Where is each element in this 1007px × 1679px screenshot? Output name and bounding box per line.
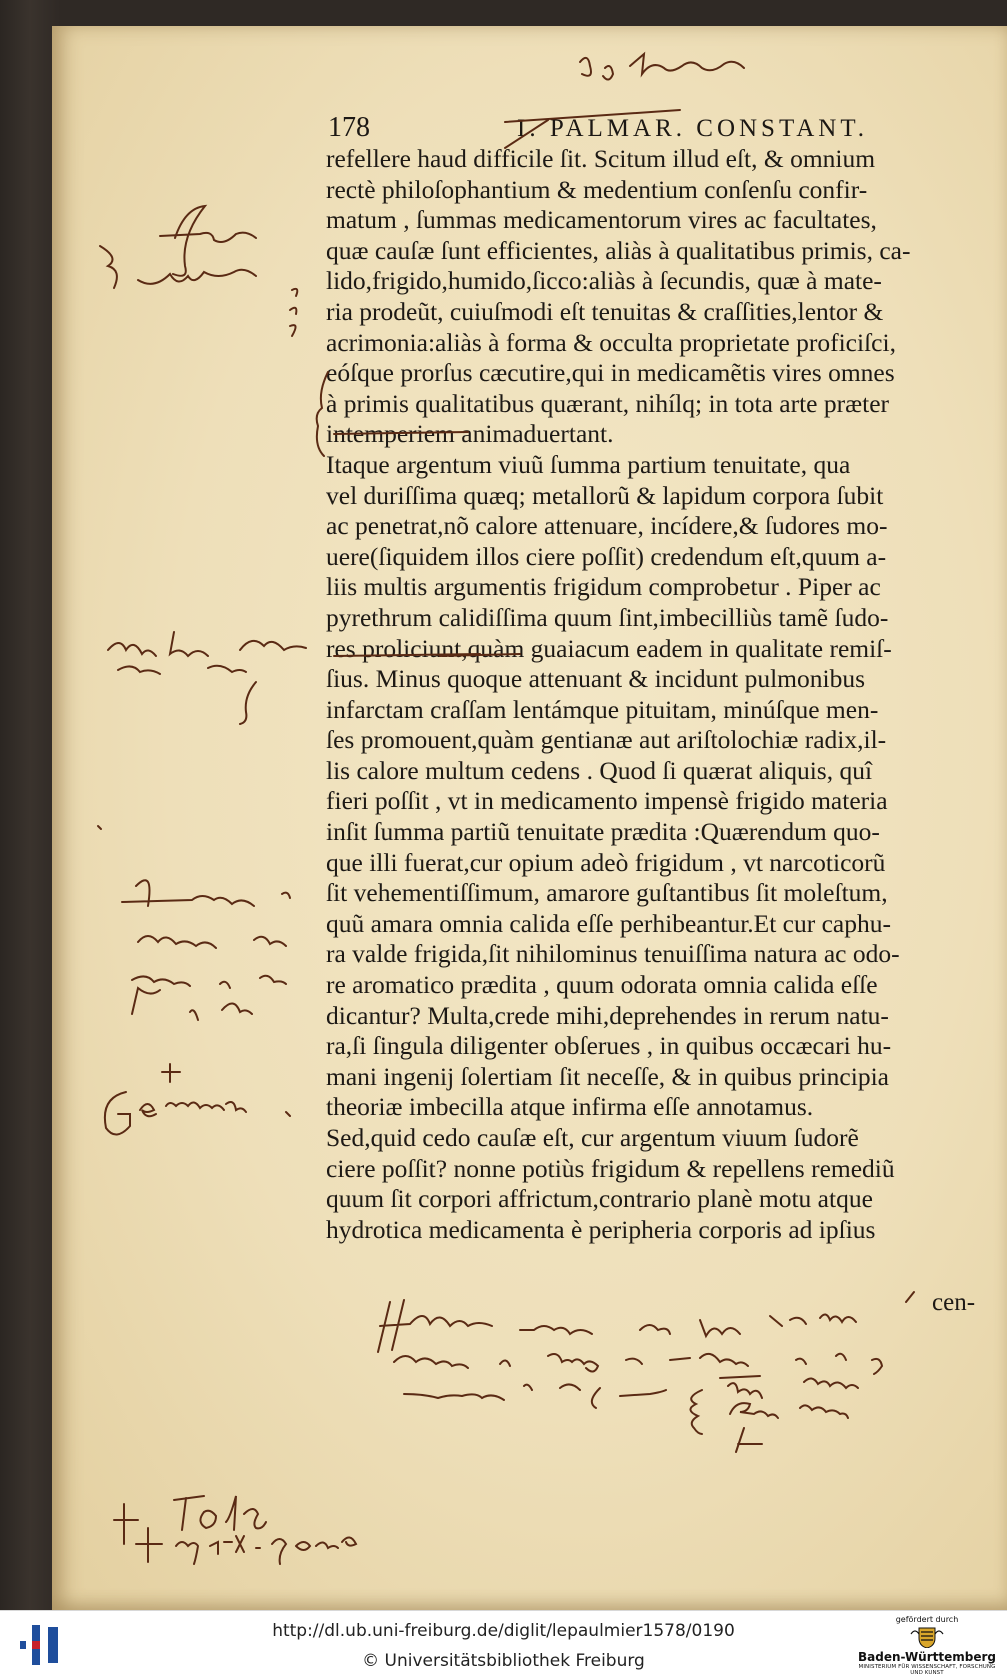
page-number: 178 [328, 112, 370, 143]
bottom-note-brace [690, 1390, 702, 1434]
margin-note-4 [138, 936, 286, 948]
margin-note-5 [132, 976, 286, 1020]
text-line: quum ſit corpori affrictum,contrario planè motu atque [326, 1184, 873, 1214]
top-annotation-slash [505, 120, 548, 148]
text-line: res proliciunt,quàm guaiacum eadem in qualitate remiſ- [326, 633, 892, 663]
margin-note-2 [108, 632, 306, 724]
text-line: ſius. Minus quoque attenuant & incidunt pulmonibus [326, 664, 866, 694]
margin-note-plus [162, 1064, 180, 1082]
bottom-note-right [720, 1376, 858, 1452]
text-line: que illi fuerat,cur opium adeò frigidum , vt narcoticorũ [326, 847, 886, 877]
text-line: Itaque argentum viuũ ſumma partium tenuitate, qua [326, 449, 851, 479]
text-line: ciere poſſit? nonne potiùs frigidum & repellens remediũ [326, 1153, 895, 1183]
logo-block-left [20, 1641, 26, 1649]
text-line: matum , ſummas medicamentorum vires ac facultates, [326, 205, 877, 235]
text-line: re aromatico prædita , quum odorata omnia calida eſſe [326, 970, 878, 1000]
margin-bracket [317, 372, 328, 456]
text-line: vel duriſſima quæq; metallorũ & lapidum corpora ſubit [326, 480, 884, 510]
text-line: inſit ſumma partiũ tenuitate prædita :Quærendum quo- [326, 817, 880, 847]
baden-wuerttemberg-coat-of-arms-icon [909, 1626, 945, 1648]
text-line: ac penetrat,nõ calore attenuare, incídere,& ſudores mo- [326, 511, 888, 541]
text-line: quæ cauſæ ſunt efficientes, aliàs à qualitatibus primis, ca- [326, 235, 911, 265]
text-line: ria prodeũt, cuiuſmodi eſt tenuitas & craſſities,lentor & [326, 296, 884, 326]
text-line: refellere haud difficile ſit. Scitum illud eſt, & omnium [326, 144, 876, 173]
text-line: fieri poſſit , vt in medicamento impensè frigido materia [326, 786, 888, 816]
text-line: lido,frigido,humido,ſicco:aliàs à ſecundis, quæ à mate- [326, 266, 882, 296]
text-line: intemperiem animaduertant. [326, 419, 614, 449]
sponsor-badge[interactable] [852, 1615, 1002, 1677]
text-line: theoriæ imbecilla atque infirma eſſe annotamus. [326, 1092, 814, 1122]
text-line: ſes promouent,quàm gentianæ aut ariſtolochiæ radix,il- [326, 725, 887, 755]
text-line: rectè philoſophantium & medentium conſenſu confir- [326, 174, 868, 204]
bottom-left-note-plus [114, 1504, 162, 1562]
text-line: dicantur? Multa,crede mihi,deprehendes in rerum natu- [326, 1000, 889, 1030]
margin-note-3 [122, 880, 290, 906]
sponsor-ministry: MINISTERIUM FÜR WISSENSCHAFT, FORSCHUNG UND KUNST [858, 1664, 996, 1676]
text-line: eóſque prorſus cæcutire,qui in medicamẽtis vires omnes [326, 358, 895, 388]
sponsor-label: gefördert durch [895, 1615, 959, 1624]
bottom-left-note-tola [174, 1496, 266, 1530]
text-line: infarctam craſſam lentámque pituitam, minúſque men- [326, 694, 879, 724]
viewer-footer [0, 1610, 1007, 1679]
text-line: uere(ſiquidem illos ciere poſſit) credendum eſt,quum a- [326, 541, 887, 571]
catchword: cen- [932, 1289, 976, 1316]
top-annotation-underline [505, 110, 680, 122]
text-line: lis calore multum cedens . Quod ſi quærat aliquis, quî [326, 755, 873, 785]
text-line: pyrethrum calidiſſima quum ſint,imbecilliùs tamẽ ſudo- [326, 602, 889, 632]
text-line: hydrotica medicamenta è peripheria corporis ad ipſius [326, 1214, 876, 1244]
bottom-left-note-text [176, 1536, 356, 1564]
text-line: Sed,quid cedo cauſæ eſt, cur argentum viuum ſudorẽ [326, 1123, 859, 1152]
text-line: quũ amara omnia calida eſſe perhibeantur.Et cur caphu- [326, 908, 891, 938]
running-head: I. PALMAR. CONSTANT. [517, 115, 868, 142]
copyright-notice: © Universitätsbibliothek Freiburg [362, 1651, 645, 1671]
text-line: acrimonia:aliàs à forma & occulta proprietate proficiſci, [326, 327, 896, 357]
bottom-note-line-3 [404, 1384, 666, 1408]
margin-note-1-tick [290, 289, 297, 336]
top-annotation-scribble [580, 54, 744, 80]
sponsor-state: Baden-Württemberg [857, 1650, 996, 1664]
bottom-note-line-1 [378, 1292, 914, 1352]
bottom-note-line-2 [394, 1354, 882, 1374]
margin-note-gemmae [105, 1092, 290, 1135]
text-line: ra valde frigida,ſit nihilominus tenuiſſima natura ac odo- [326, 939, 900, 969]
source-url[interactable]: http://dl.ub.uni-freiburg.de/diglit/lepaulmier1578/0190 [272, 1621, 735, 1641]
underline-primis [334, 432, 468, 434]
text-line: à primis qualitatibus quærant, nihílq; in tota arte præter [326, 388, 890, 418]
text-line: mani ingenij ſolertiam ſit neceſſe, & in quibus principia [326, 1061, 889, 1091]
text-line: liis multis argumentis frigidum comprobetur . Piper ac [326, 572, 881, 602]
text-line: ra,ſi ſingula diligenter obſerues , in quibus occæcari hu- [326, 1031, 892, 1061]
annotation-strokes [98, 54, 914, 1564]
margin-note-1 [100, 206, 256, 288]
stray-mark [98, 826, 101, 829]
logo-block-accent [32, 1641, 40, 1649]
text-line: ſit vehementiſſimum, amarore guſtantibus ſit moleſtum, [326, 878, 888, 908]
